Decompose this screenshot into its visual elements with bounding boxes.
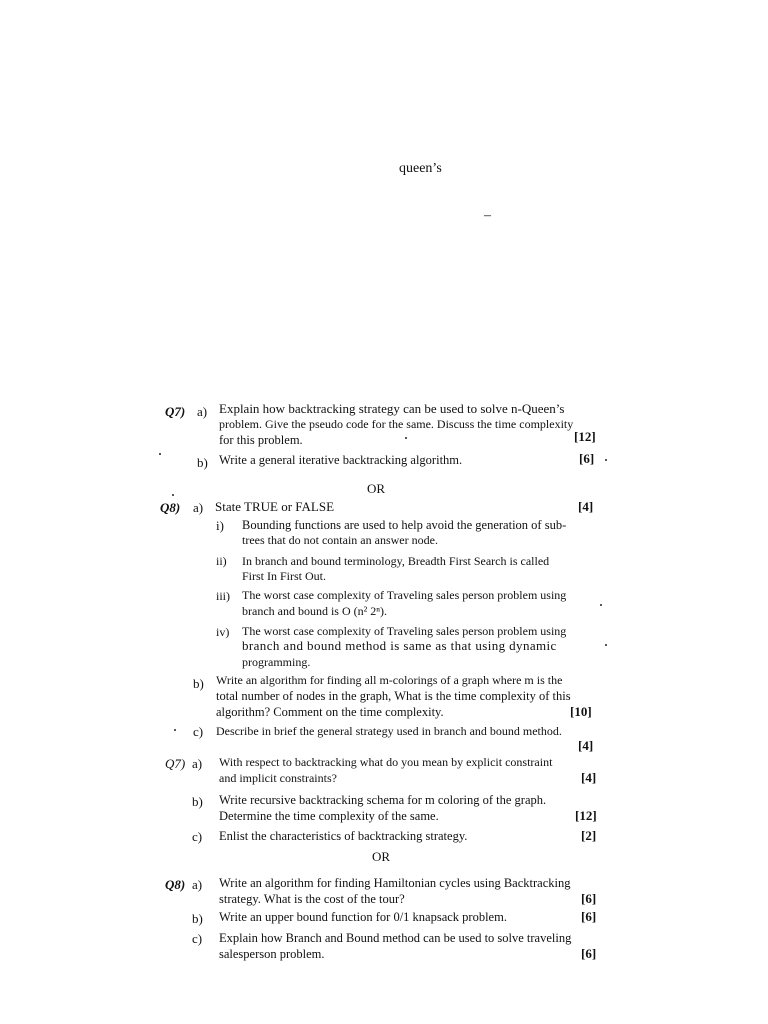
marks: [6]: [579, 451, 595, 466]
item-line: In branch and bound terminology, Breadth First Search is called: [242, 554, 550, 568]
or-separator: OR: [367, 481, 386, 496]
item-line: The worst case complexity of Traveling sales person problem using: [242, 588, 567, 602]
sub-label: b): [192, 794, 203, 809]
question-line: and implicit constraints?: [219, 771, 337, 785]
question-line: With respect to backtracking what do you mean by explicit constraint: [219, 755, 553, 769]
marks: [4]: [578, 738, 594, 753]
sub-label: a): [192, 756, 203, 771]
question-line: total number of nodes in the graph, What is the time complexity of this: [216, 689, 571, 703]
sub-label: a): [193, 500, 204, 515]
item-line: trees that do not contain an answer node.: [242, 533, 438, 547]
question-line: Write an algorithm for finding all m-colorings of a graph where m is the: [216, 673, 563, 687]
sub-label: a): [197, 404, 208, 419]
marks: [4]: [581, 770, 597, 785]
marks: [6]: [581, 946, 597, 961]
question-line: Write an algorithm for finding Hamiltonian cycles using Backtracking: [219, 876, 571, 890]
question-line: problem. Give the pseudo code for the same. Discuss the time complexity: [219, 417, 574, 431]
marks: [2]: [581, 828, 597, 843]
sub-label: b): [192, 911, 203, 926]
question-line: Write a general iterative backtracking algorithm.: [219, 453, 463, 467]
item-label: i): [216, 518, 224, 533]
item-line: branch and bound method is same as that using dynamic: [242, 638, 557, 653]
sub-label: c): [193, 724, 204, 739]
item-line: programming.: [242, 655, 311, 669]
sub-label: c): [192, 829, 203, 844]
marks: [6]: [581, 891, 597, 906]
sub-label: a): [192, 877, 203, 892]
scan-speck: [174, 729, 176, 731]
item-label: iv): [216, 625, 230, 639]
question-line: Write an upper bound function for 0/1 knapsack problem.: [219, 910, 507, 924]
item-label: ii): [216, 554, 227, 568]
question-line: Explain how Branch and Bound method can be used to solve traveling: [219, 931, 572, 945]
sub-label: b): [193, 676, 204, 691]
question-line: Determine the time complexity of the same.: [219, 809, 439, 823]
question-line: Explain how backtracking strategy can be used to solve n-Queen’s: [219, 401, 565, 416]
question-line: algorithm? Comment on the time complexity.: [216, 705, 444, 719]
question-number-q8: Q8): [165, 877, 186, 892]
marks: [6]: [581, 909, 597, 924]
item-line: branch and bound is O (n² 2ⁿ).: [242, 604, 388, 618]
marks: [12]: [575, 808, 597, 823]
question-number-q7: Q7): [165, 404, 186, 419]
question-line: Enlist the characteristics of backtracking strategy.: [219, 829, 468, 843]
question-line: salesperson problem.: [219, 947, 325, 961]
scan-speck: [605, 459, 607, 461]
item-label: iii): [216, 589, 230, 603]
question-number-q7: Q7): [165, 756, 186, 771]
sub-label: b): [197, 455, 208, 470]
question-line: strategy. What is the cost of the tour?: [219, 892, 405, 906]
item-line: The worst case complexity of Traveling sales person problem using: [242, 624, 567, 638]
sub-label: c): [192, 931, 203, 946]
scan-speck: [172, 494, 174, 496]
marks: [12]: [574, 429, 596, 444]
question-line: State TRUE or FALSE: [215, 499, 335, 514]
or-separator: OR: [372, 849, 391, 864]
scan-speck: [405, 437, 407, 439]
question-line: Write recursive backtracking schema for m coloring of the graph.: [219, 793, 547, 807]
scan-speck: [159, 453, 161, 455]
item-line: First In First Out.: [242, 569, 327, 583]
item-line: Bounding functions are used to help avoid the generation of sub-: [242, 518, 567, 532]
header-fragment: queen’s: [399, 161, 442, 176]
scan-speck: [605, 644, 607, 646]
header-dash: –: [484, 208, 491, 223]
question-line: for this problem.: [219, 433, 303, 447]
question-line: Describe in brief the general strategy used in branch and bound method.: [216, 724, 562, 738]
marks: [10]: [570, 704, 592, 719]
question-number-q8: Q8): [160, 500, 181, 515]
scan-speck: [600, 604, 602, 606]
marks: [4]: [578, 499, 594, 514]
